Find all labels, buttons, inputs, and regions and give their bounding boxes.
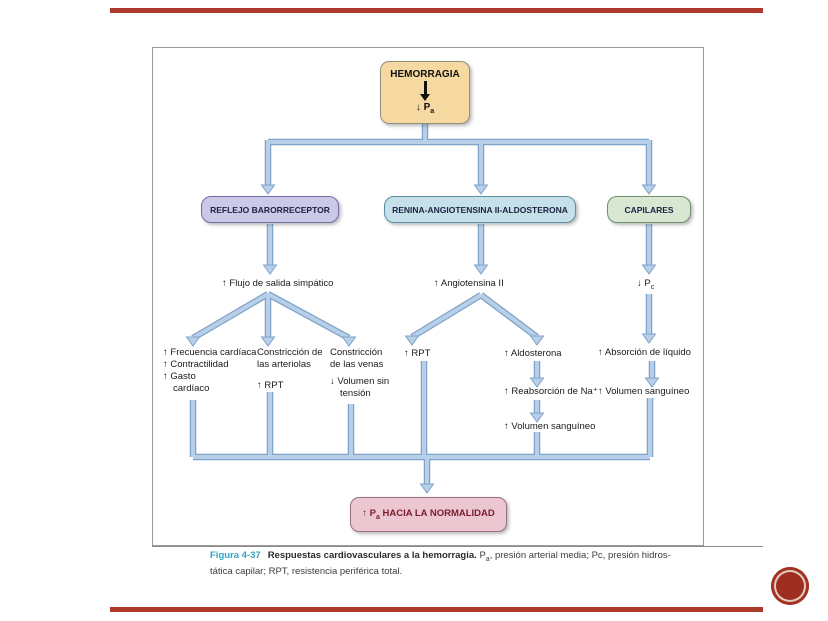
pa-subscript: a xyxy=(430,108,435,115)
caption-abbrev-1: , presión arterial media; Pc, presión hidros- xyxy=(489,550,671,561)
outcome-text xyxy=(362,508,495,521)
node-capilares xyxy=(607,196,691,223)
node-hemorragia-title: HEMORRAGIA xyxy=(390,69,460,80)
node-constriccion-venas-line2: de las venas xyxy=(330,359,384,370)
node-constriccion-arteriolas-line1: Constricción de xyxy=(257,347,323,358)
node-aldosterona: ↑ Aldosterona xyxy=(504,348,562,359)
node-hemorragia-effect xyxy=(416,102,434,115)
node-raas-label: RENINA-ANGIOTENSINA II-ALDOSTERONA xyxy=(392,204,568,215)
caption-line2: tática capilar; RPT, resistencia periférica total. xyxy=(210,565,403,577)
pc-symbol: ↓ P xyxy=(637,278,651,289)
node-contractilidad: ↑ Contractilidad xyxy=(163,359,229,370)
caption-line1 xyxy=(210,550,730,566)
node-gasto-cardiaco-line2: cardíaco xyxy=(173,383,210,394)
node-gasto-cardiaco-line1: ↑ Gasto xyxy=(163,371,196,382)
node-efectos-cardiacos xyxy=(163,347,256,395)
caption-title: Respuestas cardiovasculares a la hemorragia. xyxy=(267,550,477,561)
node-volumen-sanguineo-mid: ↑ Volumen sanguíneo xyxy=(504,421,596,432)
caption-pa-subscript: a xyxy=(485,555,490,563)
node-rpt-mid: ↑ RPT xyxy=(404,348,431,359)
node-volumen-sin-tension-line2: tensión xyxy=(340,388,371,399)
figure-number-label: Figura 4-37 xyxy=(210,550,261,561)
pa-symbol: ↓ P xyxy=(415,102,431,113)
node-capilares-label: CAPILARES xyxy=(624,204,674,215)
node-volumen-sanguineo-right: ↑ Volumen sanguíneo xyxy=(598,386,690,397)
down-arrow-icon xyxy=(420,81,430,101)
node-reflejo-label: REFLEJO BARORRECEPTOR xyxy=(210,204,330,215)
node-flujo-simpatico: ↑ Flujo de salida simpático xyxy=(222,278,334,289)
node-constriccion-arteriolas xyxy=(257,347,322,392)
node-constriccion-arteriolas-line2: las arteriolas xyxy=(257,359,311,370)
pc-subscript: c xyxy=(650,283,655,291)
outcome-rest: HACIA LA NORMALIDAD xyxy=(379,508,495,520)
node-volumen-sin-tension-line1: ↓ Volumen sin xyxy=(330,376,390,387)
figure-caption xyxy=(210,550,730,578)
node-frecuencia-cardiaca: ↑ Frecuencia cardíaca xyxy=(163,347,257,358)
node-pc xyxy=(637,278,654,294)
node-hemorragia xyxy=(380,61,470,124)
outcome-pa-symbol: ↑ P xyxy=(362,508,376,520)
node-pa-normalidad xyxy=(350,497,507,532)
down-arrow-head xyxy=(420,94,430,101)
node-reflejo-barorreceptor xyxy=(201,196,339,223)
caption-pa-symbol: P xyxy=(479,550,486,561)
node-constriccion-venas-line1: Constricción xyxy=(330,347,383,358)
node-rpt-left: ↑ RPT xyxy=(257,380,284,391)
outcome-pa-subscript: a xyxy=(375,513,380,521)
down-arrow-stem xyxy=(424,81,427,94)
node-constriccion-venas xyxy=(330,347,389,400)
node-absorcion-liquido: ↑ Absorción de líquido xyxy=(598,347,691,358)
node-angiotensina-ii: ↑ Angiotensina II xyxy=(434,278,504,289)
node-renina-angiotensina-aldosterona xyxy=(384,196,576,223)
node-reabsorcion-na: ↑ Reabsorción de Na⁺ xyxy=(504,386,598,397)
